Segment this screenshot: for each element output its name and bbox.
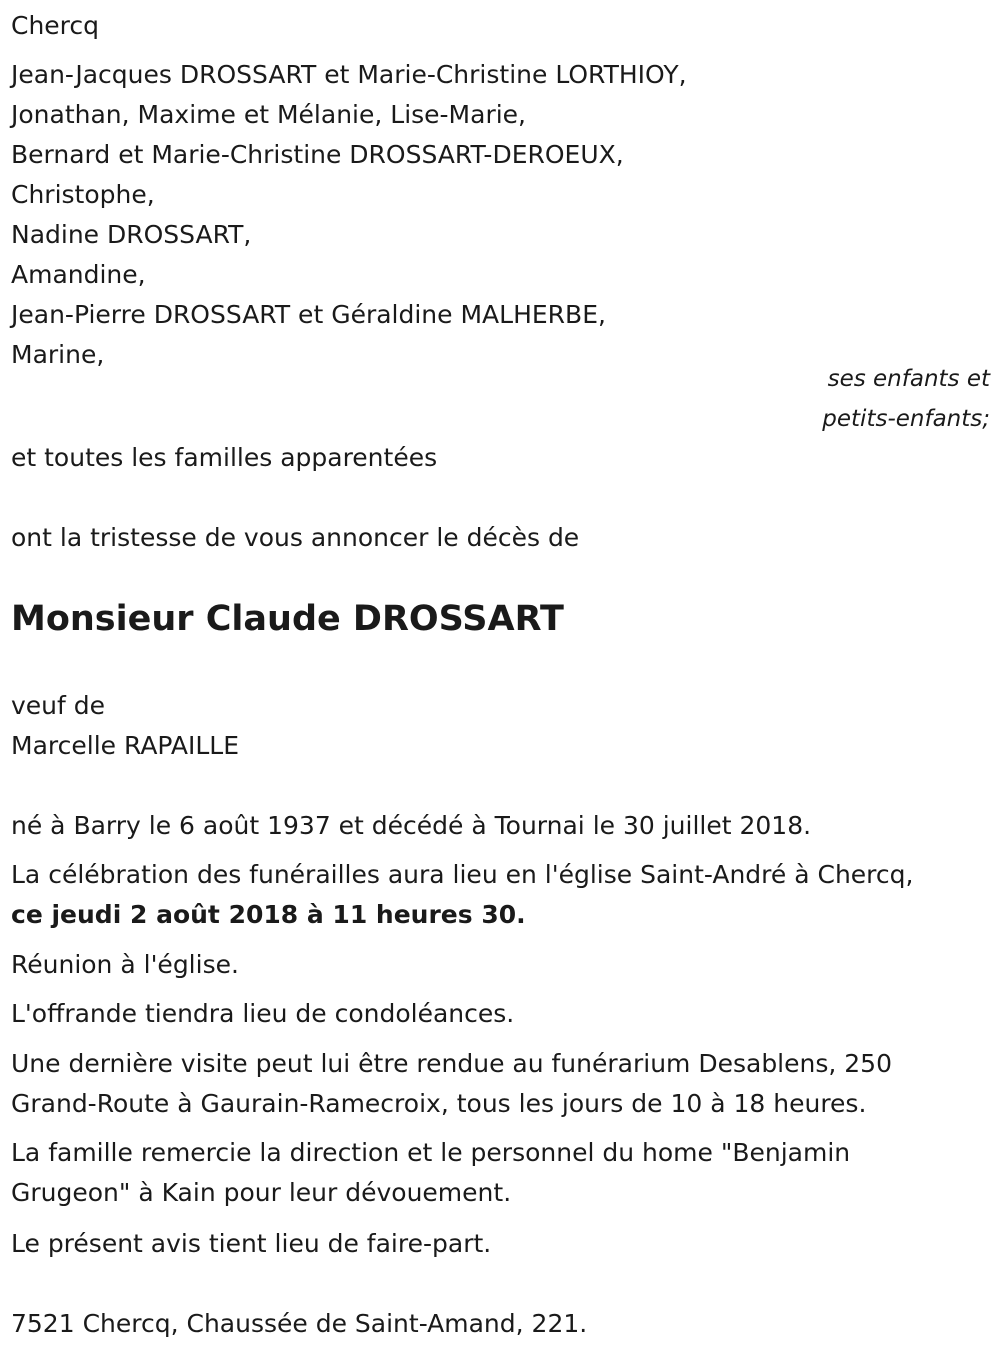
announcement-intro: ont la tristesse de vous annoncer le décès de bbox=[11, 523, 580, 552]
meeting-line: Réunion à l'église. bbox=[11, 950, 239, 979]
visit-line: Grand-Route à Gaurain-Ramecroix, tous les jours de 10 à 18 heures. bbox=[11, 1089, 867, 1118]
family-member-line: Marine, bbox=[11, 340, 105, 369]
spouse-name: Marcelle RAPAILLE bbox=[11, 731, 240, 760]
offering-line: L'offrande tiendra lieu de condoléances. bbox=[11, 999, 515, 1028]
deceased-name: Monsieur Claude DROSSART bbox=[11, 599, 564, 639]
family-member-line: Bernard et Marie-Christine DROSSART-DEROEUX, bbox=[11, 140, 624, 169]
visit-line: Une dernière visite peut lui être rendue au funérarium Desablens, 250 bbox=[11, 1049, 892, 1078]
relation-label: ses enfants et bbox=[827, 366, 990, 392]
family-member-line: Nadine DROSSART, bbox=[11, 220, 252, 249]
family-member-line: Christophe, bbox=[11, 180, 155, 209]
address-line: 7521 Chercq, Chaussée de Saint-Amand, 221. bbox=[11, 1309, 588, 1338]
family-member-line: Jean-Jacques DROSSART et Marie-Christine LORTHIOY, bbox=[11, 60, 687, 89]
extended-family-line: et toutes les familles apparentées bbox=[11, 443, 438, 472]
town-heading: Chercq bbox=[11, 11, 100, 40]
birth-death-line: né à Barry le 6 août 1937 et décédé à Tournai le 30 juillet 2018. bbox=[11, 811, 812, 840]
thanks-line: La famille remercie la direction et le personnel du home "Benjamin bbox=[11, 1138, 851, 1167]
funeral-location-line: La célébration des funérailles aura lieu en l'église Saint-André à Chercq, bbox=[11, 860, 914, 889]
thanks-line: Grugeon" à Kain pour leur dévouement. bbox=[11, 1178, 512, 1207]
funeral-date-line: ce jeudi 2 août 2018 à 11 heures 30. bbox=[11, 900, 526, 929]
family-member-line: Jonathan, Maxime et Mélanie, Lise-Marie, bbox=[11, 100, 527, 129]
notice-line: Le présent avis tient lieu de faire-part. bbox=[11, 1229, 492, 1258]
relation-label: petits-enfants; bbox=[822, 406, 990, 432]
family-member-line: Jean-Pierre DROSSART et Géraldine MALHERBE, bbox=[11, 300, 606, 329]
widower-label: veuf de bbox=[11, 691, 106, 720]
family-member-line: Amandine, bbox=[11, 260, 146, 289]
